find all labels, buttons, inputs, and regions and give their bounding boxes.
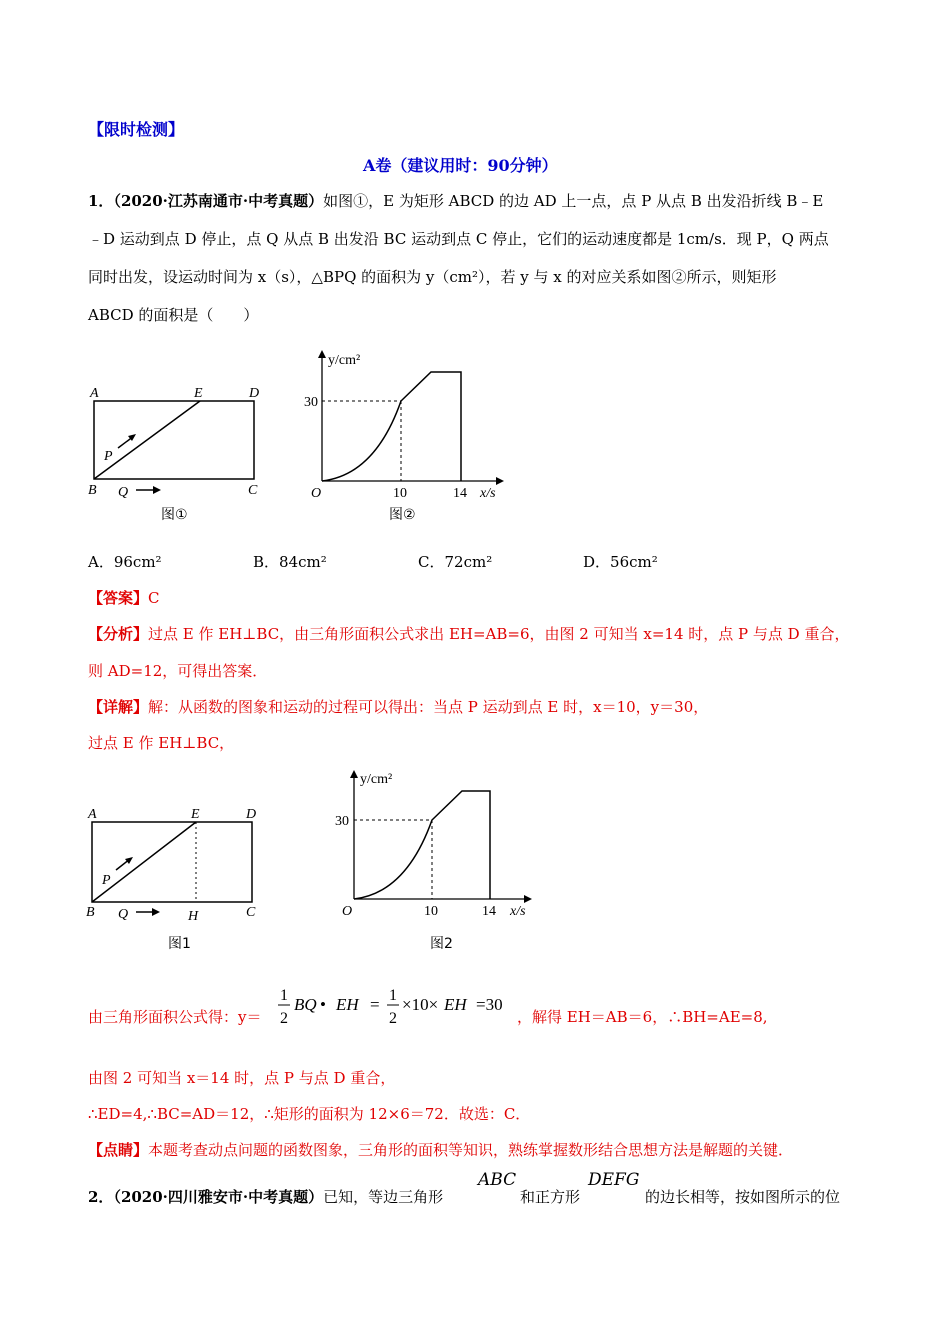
fig2-caption: 图② <box>389 507 416 523</box>
svg-text:10: 10 <box>424 904 438 919</box>
q2-defg: DEFG <box>588 1170 640 1190</box>
svg-text:O: O <box>342 904 353 919</box>
label-h: H <box>188 909 199 924</box>
q1-line3: 同时出发，设运动时间为 x（s），△BPQ 的面积为 y（cm²），若 y 与 x 的对应关系如图②所示，则矩形 <box>88 268 777 286</box>
svg-text:E: E <box>191 807 200 822</box>
analysis-text-1: 过点 E 作 EH⊥BC，由三角形面积公式求出 EH=AB=6，由图 2 可知当 x=14 时，点 P 与点 D 重合， <box>148 625 850 643</box>
x-axis-label: x/s <box>480 486 496 501</box>
rect-abcd <box>94 401 254 479</box>
svg-text:BQ: BQ <box>294 995 317 1014</box>
svg-text:1: 1 <box>280 987 288 1004</box>
q2-text-a: 已知，等边三角形 <box>323 1188 444 1206</box>
q2-text-b: 和正方形 <box>520 1188 581 1206</box>
q1-line4: ABCD 的面积是（ ） <box>88 306 259 324</box>
q2-text-c: 的边长相等，按如图所示的位 <box>645 1188 841 1206</box>
svg-text:C: C <box>246 905 256 920</box>
comment-line <box>88 1139 793 1161</box>
detail-line2: 过点 E 作 EH⊥BC， <box>88 734 235 752</box>
answer-value: C <box>148 589 160 607</box>
svg-text:×10×: ×10× <box>402 995 439 1014</box>
q1-source: （2020·江苏南通市·中考真题） <box>113 192 324 210</box>
svg-text:A: A <box>88 807 97 822</box>
q2-line1 <box>88 1186 443 1208</box>
tick-30: 30 <box>304 395 318 410</box>
option-c[interactable]: C．72cm² <box>418 553 493 571</box>
svg-text:2: 2 <box>389 1010 397 1027</box>
detail-text-1: 解：从函数的图象和运动的过程可以得出：当点 P 运动到点 E 时，x＝10，y＝30， <box>148 698 709 716</box>
label-c: C <box>248 483 258 498</box>
svg-text:=30: =30 <box>476 995 503 1014</box>
label-b: B <box>88 483 97 498</box>
svg-text:D: D <box>246 807 257 822</box>
tick-10: 10 <box>393 486 407 501</box>
svg-text:y/cm²: y/cm² <box>360 772 393 787</box>
option-b[interactable]: B．84cm² <box>253 553 327 571</box>
svg-text:P: P <box>102 873 111 888</box>
svg-text:Q: Q <box>118 907 129 922</box>
detail-label: 【详解】 <box>88 698 149 716</box>
label-p: P <box>104 449 113 464</box>
analysis-label: 【分析】 <box>88 625 149 643</box>
detail-line1 <box>88 696 708 718</box>
svg-text:1: 1 <box>389 987 397 1004</box>
formula <box>276 980 516 1030</box>
graph-curve <box>322 372 461 481</box>
label-q: Q <box>118 485 129 500</box>
svg-text:=: = <box>370 995 380 1014</box>
q1-number: 1． <box>88 192 114 210</box>
q1-line1 <box>88 190 823 212</box>
volume-title: A卷（建议用时：90分钟） <box>363 156 558 175</box>
origin-label: O <box>311 486 322 501</box>
svg-text:EH: EH <box>444 995 467 1014</box>
q1-text-1: 如图①，E 为矩形 ABCD 的边 AD 上一点，点 P 从点 B 出发沿折线 B﹣E <box>323 192 824 210</box>
answer-label: 【答案】 <box>88 589 149 607</box>
answer-line <box>88 587 160 609</box>
q2-number: 2． <box>88 1188 114 1206</box>
detail-line4: ∴ED=4,∴BC=AD＝12，∴矩形的面积为 12×6＝72．故选：C． <box>88 1105 531 1123</box>
y-axis-label: y/cm² <box>328 353 361 368</box>
label-d: D <box>249 386 260 401</box>
svg-text:30: 30 <box>335 814 349 829</box>
figure-2-graph <box>300 345 515 505</box>
formula-suffix: ，解得 EH＝AB＝6，∴BH=AE=8, <box>517 1008 768 1026</box>
figure-detail-rectangle <box>80 802 270 927</box>
q1-line2: ﹣D 运动到点 D 停止，点 Q 从点 B 出发沿 BC 运动到点 C 停止，它们的运动速度都是 1cm/s．现 P，Q 两点 <box>88 230 829 248</box>
comment-label: 【点睛】 <box>88 1141 149 1159</box>
formula-prefix: 由三角形面积公式得：y＝ <box>88 1008 262 1026</box>
svg-text:x/s: x/s <box>510 904 526 919</box>
figure-detail-graph <box>330 765 545 925</box>
tick-14: 14 <box>453 486 467 501</box>
label-e: E <box>194 386 203 401</box>
option-a[interactable]: A．96cm² <box>88 553 162 571</box>
option-d[interactable]: D．56cm² <box>583 553 658 571</box>
fig1-caption: 图① <box>161 507 188 523</box>
detail-fig2-caption: 图2 <box>430 936 453 952</box>
svg-text:2: 2 <box>280 1010 288 1027</box>
svg-text:B: B <box>86 905 95 920</box>
svg-text:14: 14 <box>482 904 496 919</box>
rect-abcd-detail <box>92 822 252 902</box>
svg-text:EH: EH <box>336 995 359 1014</box>
segment-be <box>94 401 200 479</box>
detail-line3: 由图 2 可知当 x＝14 时，点 P 与点 D 重合， <box>88 1069 396 1087</box>
arrow-q <box>153 486 161 494</box>
analysis-line1 <box>88 623 849 645</box>
section-title: 【限时检测】 <box>88 120 185 139</box>
label-a: A <box>90 386 99 401</box>
comment-text: 本题考查动点问题的函数图象，三角形的面积等知识，熟练掌握数形结合思想方法是解题的关键． <box>148 1141 794 1159</box>
svg-text:•: • <box>320 995 326 1014</box>
detail-fig1-caption: 图1 <box>168 936 191 952</box>
analysis-line2: 则 AD=12，可得出答案． <box>88 662 268 680</box>
q2-source: （2020·四川雅安市·中考真题） <box>113 1188 324 1206</box>
q2-abc: ABC <box>478 1170 517 1190</box>
